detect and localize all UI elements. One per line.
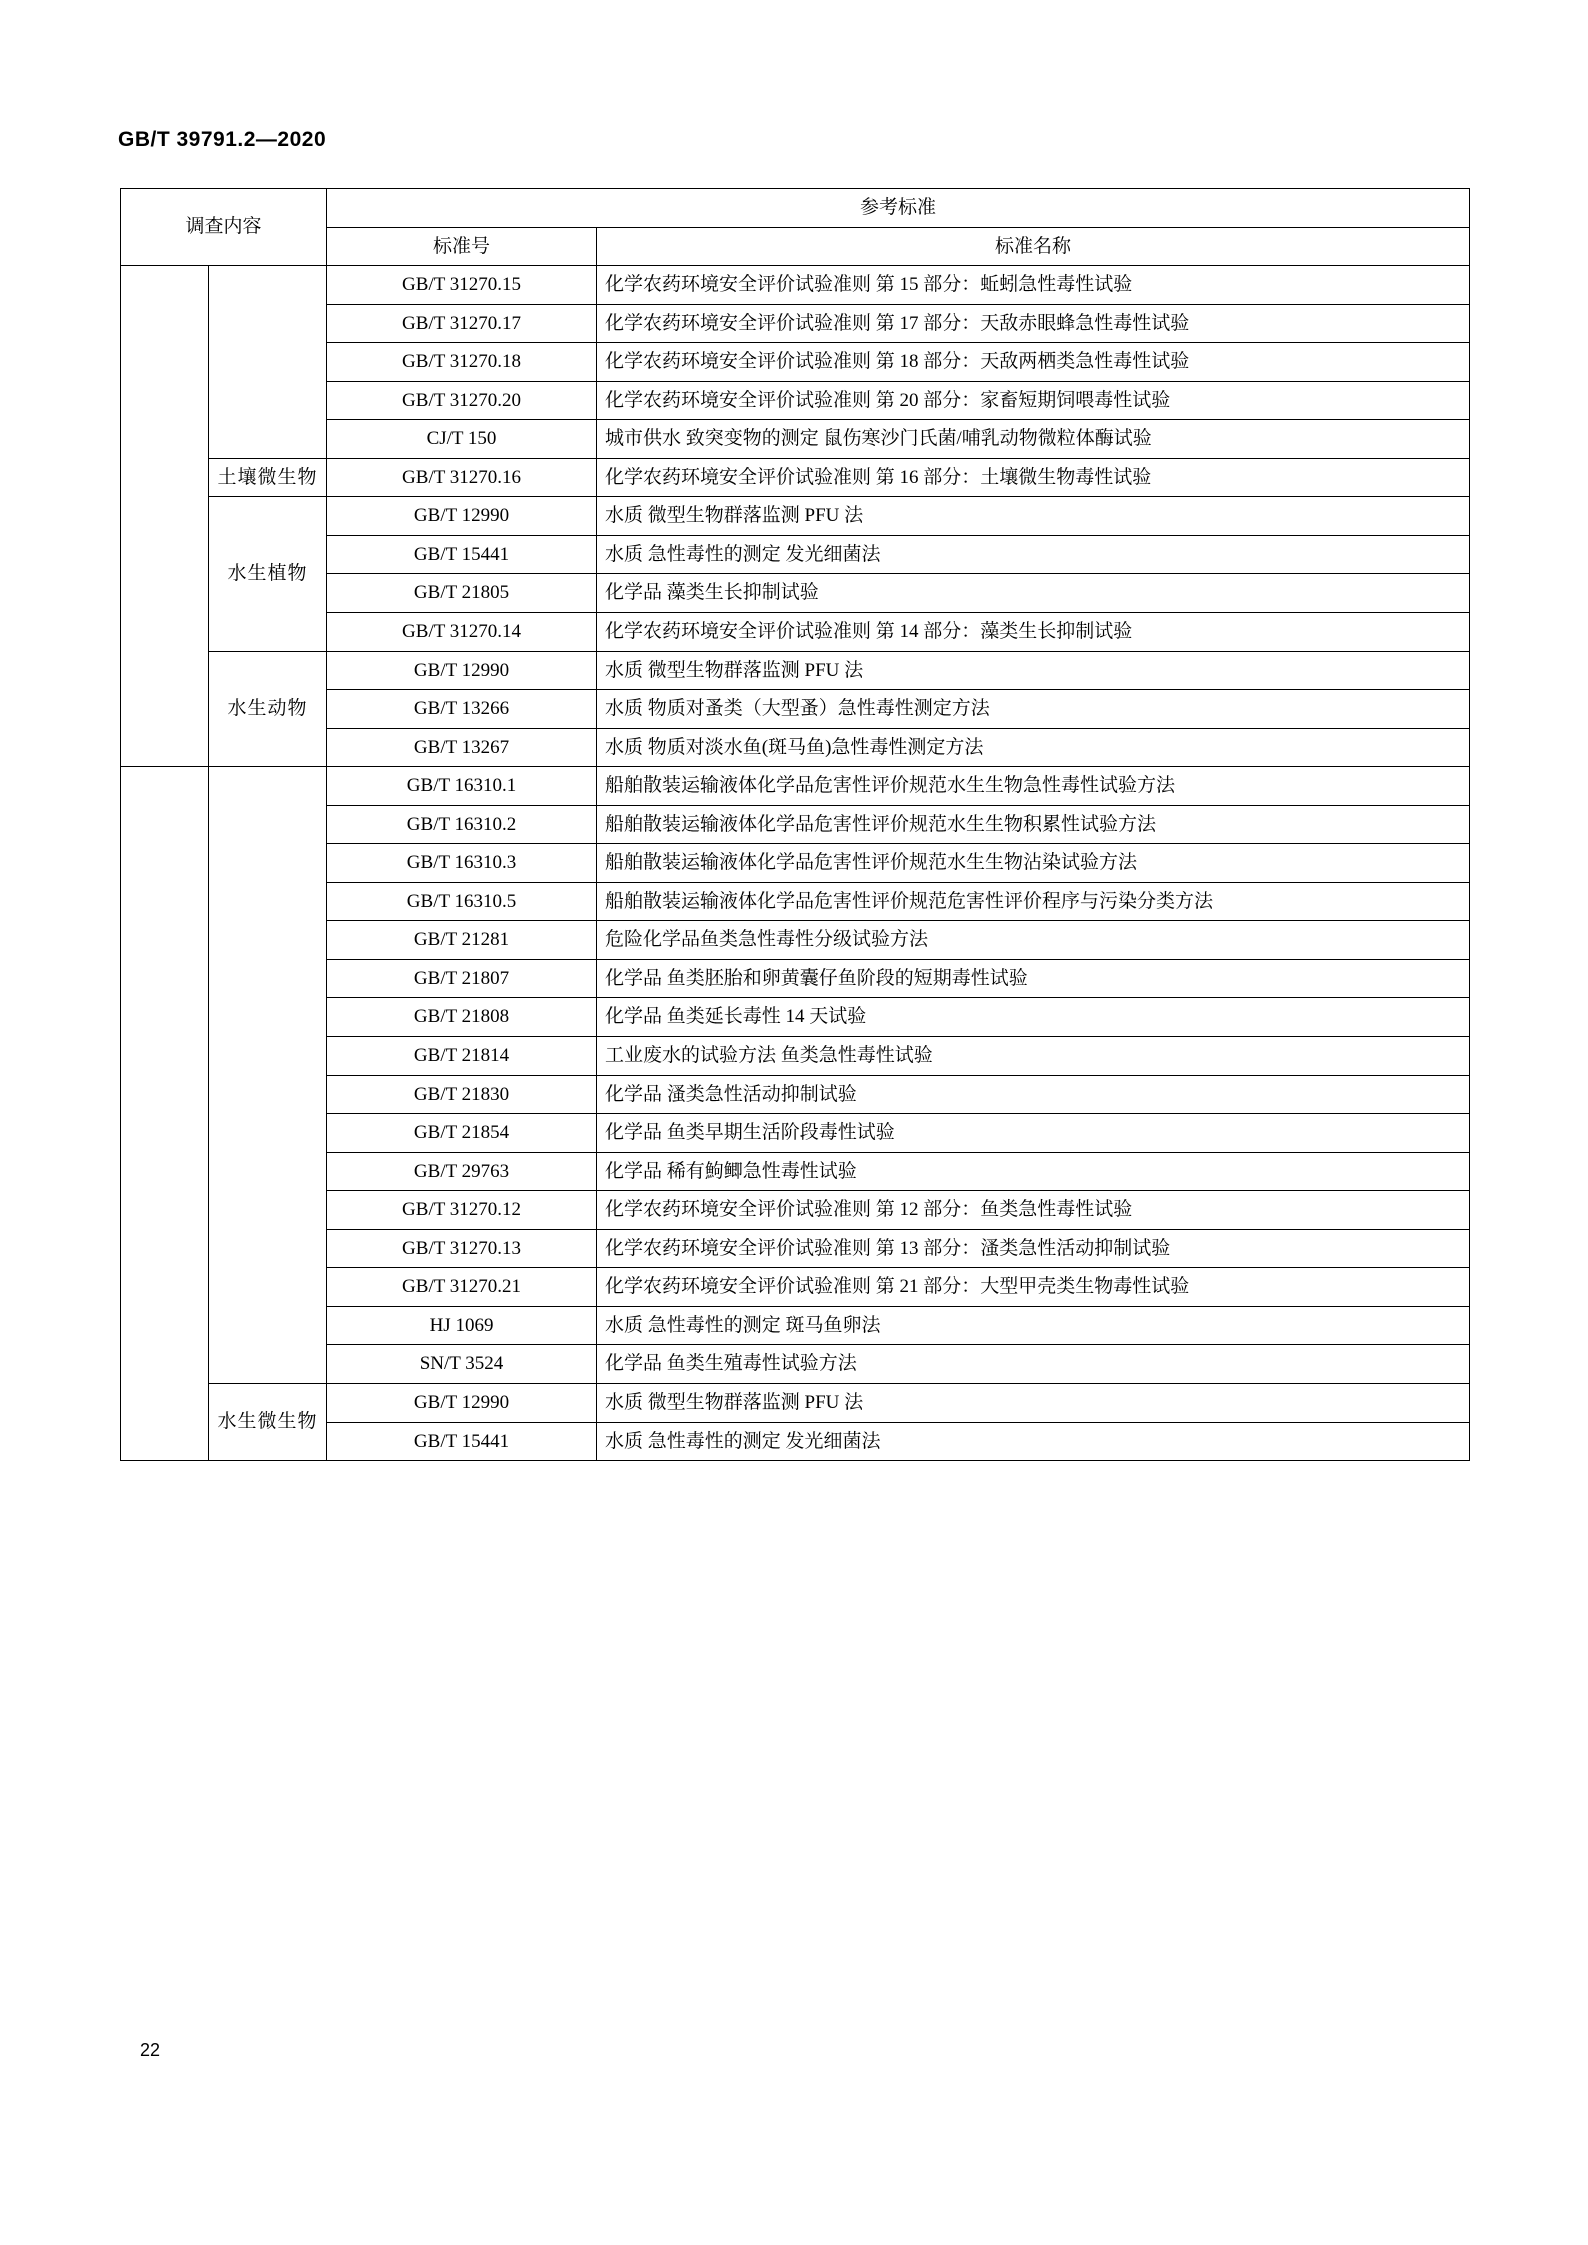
standard-name: 化学品 鱼类胚胎和卵黄囊仔鱼阶段的短期毒性试验 [597, 959, 1470, 998]
category-soil-microbe: 土壤微生物 [209, 458, 327, 497]
page-number: 22 [140, 2040, 161, 2060]
standard-name: 化学品 鱼类早期生活阶段毒性试验 [597, 1114, 1470, 1153]
standard-name: 化学农药环境安全评价试验准则 第 14 部分：藻类生长抑制试验 [597, 613, 1470, 652]
standard-name: 化学农药环境安全评价试验准则 第 16 部分：土壤微生物毒性试验 [597, 458, 1470, 497]
standard-name: 水质 急性毒性的测定 发光细菌法 [597, 1422, 1470, 1461]
table-row [121, 458, 1470, 497]
standard-number: GB/T 13266 [327, 690, 597, 729]
standard-name: 危险化学品鱼类急性毒性分级试验方法 [597, 921, 1470, 960]
standard-number: GB/T 31270.17 [327, 304, 597, 343]
standard-name: 化学品 稀有鮈鲫急性毒性试验 [597, 1152, 1470, 1191]
standard-number: GB/T 31270.12 [327, 1191, 597, 1230]
standard-number: GB/T 12990 [327, 651, 597, 690]
standard-number: SN/T 3524 [327, 1345, 597, 1384]
standard-number: GB/T 15441 [327, 535, 597, 574]
standard-number: GB/T 16310.3 [327, 844, 597, 883]
standard-number: GB/T 31270.13 [327, 1229, 597, 1268]
standard-name: 化学农药环境安全评价试验准则 第 18 部分：天敌两栖类急性毒性试验 [597, 343, 1470, 382]
standard-number: GB/T 21814 [327, 1037, 597, 1076]
standard-number: GB/T 31270.16 [327, 458, 597, 497]
standard-name: 化学品 鱼类生殖毒性试验方法 [597, 1345, 1470, 1384]
standard-number: GB/T 29763 [327, 1152, 597, 1191]
header-standard-name: 标准名称 [597, 227, 1470, 266]
category-aquatic-animal: 水生动物 [209, 651, 327, 767]
standard-number: CJ/T 150 [327, 420, 597, 459]
table-row [121, 497, 1470, 536]
standard-name: 水质 物质对蚤类（大型蚤）急性毒性测定方法 [597, 690, 1470, 729]
standard-number: GB/T 16310.5 [327, 882, 597, 921]
category-aquatic-plant: 水生植物 [209, 497, 327, 651]
standard-name: 化学品 溞类急性活动抑制试验 [597, 1075, 1470, 1114]
standard-number: GB/T 15441 [327, 1422, 597, 1461]
standard-number: GB/T 21805 [327, 574, 597, 613]
standard-name: 化学品 鱼类延长毒性 14 天试验 [597, 998, 1470, 1037]
standard-number: GB/T 31270.14 [327, 613, 597, 652]
page-header: GB/T 39791.2—2020 [118, 128, 327, 151]
standard-number: GB/T 13267 [327, 728, 597, 767]
standard-name: 化学农药环境安全评价试验准则 第 15 部分：蚯蚓急性毒性试验 [597, 266, 1470, 305]
standard-name: 水质 微型生物群落监测 PFU 法 [597, 651, 1470, 690]
standard-number: GB/T 31270.20 [327, 381, 597, 420]
category-blank-1 [209, 266, 327, 459]
table-row [121, 1383, 1470, 1422]
standard-number: GB/T 31270.15 [327, 266, 597, 305]
standard-number: GB/T 21830 [327, 1075, 597, 1114]
standard-name: 化学品 藻类生长抑制试验 [597, 574, 1470, 613]
table-header-row-1 [121, 189, 1470, 228]
standard-number: GB/T 21808 [327, 998, 597, 1037]
standard-name: 船舶散装运输液体化学品危害性评价规范水生生物沾染试验方法 [597, 844, 1470, 883]
standard-name: 船舶散装运输液体化学品危害性评价规范水生生物积累性试验方法 [597, 805, 1470, 844]
category-group-terrestrial [121, 266, 209, 767]
standard-name: 水质 急性毒性的测定 斑马鱼卵法 [597, 1306, 1470, 1345]
standard-name: 化学农药环境安全评价试验准则 第 20 部分：家畜短期饲喂毒性试验 [597, 381, 1470, 420]
standard-number: GB/T 21854 [327, 1114, 597, 1153]
header-reference-standard: 参考标准 [327, 189, 1470, 228]
standard-number: GB/T 12990 [327, 497, 597, 536]
standard-number: GB/T 21281 [327, 921, 597, 960]
standard-number: GB/T 12990 [327, 1383, 597, 1422]
category-blank-2 [209, 767, 327, 1384]
standard-name: 水质 微型生物群落监测 PFU 法 [597, 497, 1470, 536]
standard-name: 城市供水 致突变物的测定 鼠伤寒沙门氏菌/哺乳动物微粒体酶试验 [597, 420, 1470, 459]
header-survey-content: 调查内容 [121, 189, 327, 266]
standard-name: 船舶散装运输液体化学品危害性评价规范水生生物急性毒性试验方法 [597, 767, 1470, 806]
standard-number: GB/T 31270.21 [327, 1268, 597, 1307]
standards-table [120, 188, 1470, 1461]
standard-name: 化学农药环境安全评价试验准则 第 13 部分：溞类急性活动抑制试验 [597, 1229, 1470, 1268]
standard-number: HJ 1069 [327, 1306, 597, 1345]
table-row [121, 767, 1470, 806]
standard-name: 化学农药环境安全评价试验准则 第 21 部分：大型甲壳类生物毒性试验 [597, 1268, 1470, 1307]
standard-name: 工业废水的试验方法 鱼类急性毒性试验 [597, 1037, 1470, 1076]
header-standard-number: 标准号 [327, 227, 597, 266]
standard-name: 化学农药环境安全评价试验准则 第 17 部分：天敌赤眼蜂急性毒性试验 [597, 304, 1470, 343]
standard-number: GB/T 16310.2 [327, 805, 597, 844]
standard-number: GB/T 21807 [327, 959, 597, 998]
table-row [121, 651, 1470, 690]
standard-name: 船舶散装运输液体化学品危害性评价规范危害性评价程序与污染分类方法 [597, 882, 1470, 921]
standard-name: 水质 微型生物群落监测 PFU 法 [597, 1383, 1470, 1422]
standard-name: 水质 物质对淡水鱼(斑马鱼)急性毒性测定方法 [597, 728, 1470, 767]
category-aquatic-microbe: 水生微生物 [209, 1383, 327, 1460]
table-row [121, 266, 1470, 305]
standard-name: 化学农药环境安全评价试验准则 第 12 部分：鱼类急性毒性试验 [597, 1191, 1470, 1230]
standard-name: 水质 急性毒性的测定 发光细菌法 [597, 535, 1470, 574]
standard-number: GB/T 31270.18 [327, 343, 597, 382]
standard-number: GB/T 16310.1 [327, 767, 597, 806]
category-group-aquatic [121, 767, 209, 1461]
